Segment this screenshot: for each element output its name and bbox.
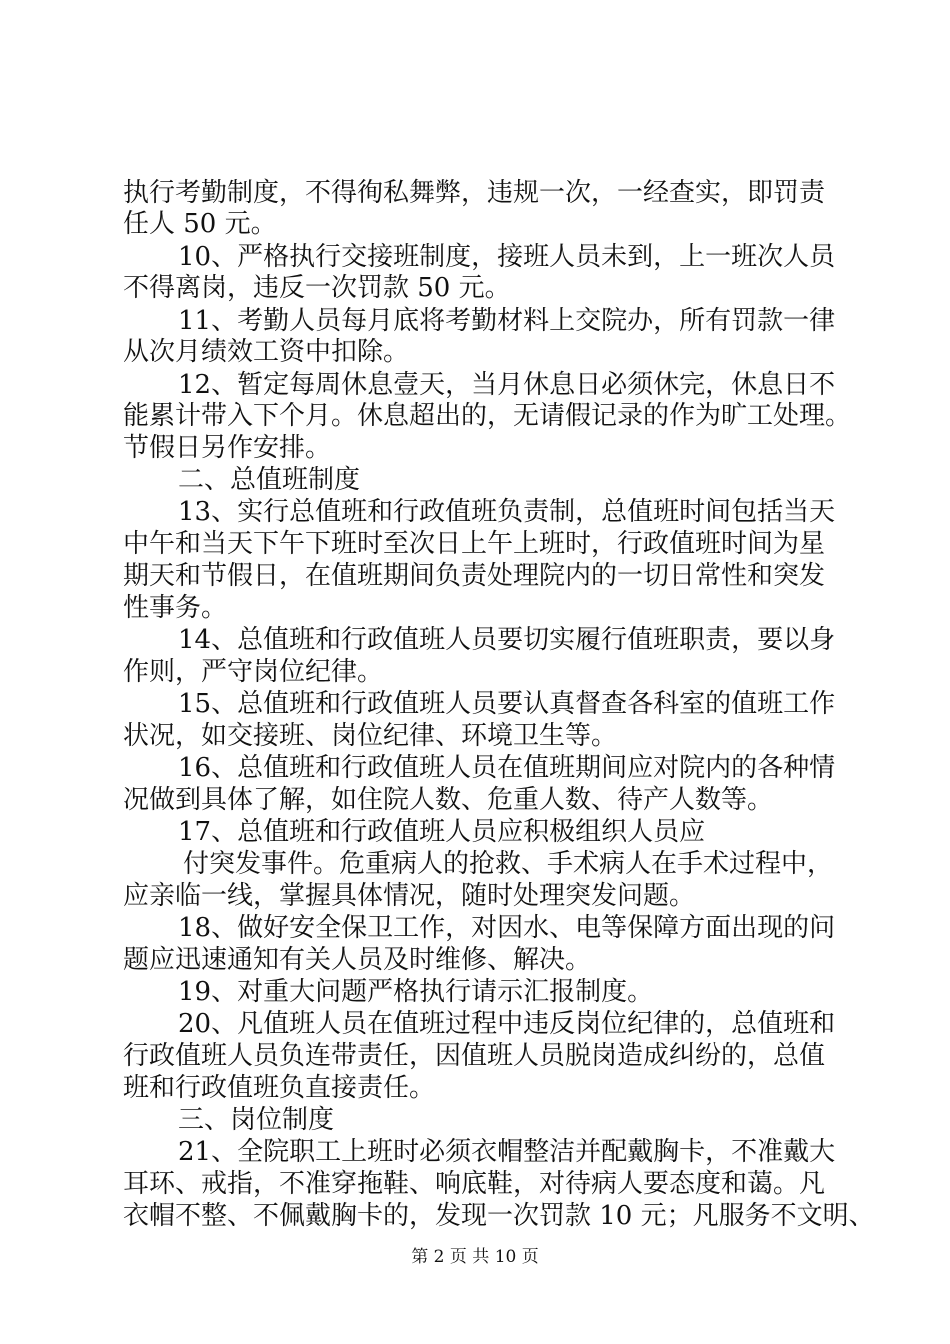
text-line: 状况，如交接班、岗位纪律、环境卫生等。 (123, 721, 618, 751)
text-line: 作则，严守岗位纪律。 (123, 657, 384, 687)
text-line: 应亲临一线，掌握具体情况，随时处理突发问题。 (123, 881, 696, 911)
text-line: 12、暂定每周休息壹天，当月休息日必须休完，休息日不 (178, 370, 836, 400)
text-line: 16、总值班和行政值班人员在值班期间应对院内的各种情 (178, 753, 836, 783)
text-line: 17、总值班和行政值班人员应积极组织人员应 (178, 817, 706, 847)
text-line: 任人 50 元。 (123, 209, 277, 239)
text-line: 题应迅速通知有关人员及时维修、解决。 (123, 945, 592, 975)
section-heading: 三、岗位制度 (178, 1105, 335, 1135)
text-line: 付突发事件。危重病人的抢救、手术病人在手术过程中， (183, 849, 834, 879)
text-line: 行政值班人员负连带责任，因值班人员脱岗造成纠纷的，总值 (123, 1041, 826, 1071)
text-line: 11、考勤人员每月底将考勤材料上交院办，所有罚款一律 (178, 306, 836, 336)
text-line: 中午和当天下午下班时至次日上午上班时，行政值班时间为星 (123, 529, 826, 559)
section-heading: 二、总值班制度 (178, 465, 361, 495)
text-line: 10、严格执行交接班制度，接班人员未到，上一班次人员 (178, 242, 836, 272)
text-line: 况做到具体了解，如住院人数、危重人数、待产人数等。 (123, 785, 774, 815)
text-line: 从次月绩效工资中扣除。 (123, 337, 410, 367)
text-line: 能累计带入下个月。休息超出的，无请假记录的作为旷工处理。 (123, 401, 852, 431)
text-line: 21、全院职工上班时必须衣帽整洁并配戴胸卡，不准戴大 (178, 1137, 836, 1167)
text-line: 耳环、戒指，不准穿拖鞋、响底鞋，对待病人要态度和蔼。凡 (123, 1169, 826, 1199)
text-line: 14、总值班和行政值班人员要切实履行值班职责，要以身 (178, 625, 836, 655)
text-line: 15、总值班和行政值班人员要认真督查各科室的值班工作 (178, 689, 836, 719)
text-line: 衣帽不整、不佩戴胸卡的，发现一次罚款 10 元；凡服务不文明、 (123, 1201, 875, 1231)
page-number-footer: 第 2 页 共 10 页 (411, 1247, 539, 1267)
text-line: 执行考勤制度，不得徇私舞弊，违规一次，一经查实，即罚责 (123, 178, 826, 208)
text-line: 20、凡值班人员在值班过程中违反岗位纪律的，总值班和 (178, 1009, 836, 1039)
text-line: 班和行政值班负直接责任。 (123, 1073, 436, 1103)
text-line: 节假日另作安排。 (123, 433, 332, 463)
text-line: 期天和节假日，在值班期间负责处理院内的一切日常性和突发 (123, 561, 826, 591)
text-line: 不得离岗，违反一次罚款 50 元。 (123, 273, 511, 303)
text-line: 19、对重大问题严格执行请示汇报制度。 (178, 977, 654, 1007)
text-line: 13、实行总值班和行政值班负责制，总值班时间包括当天 (178, 497, 836, 527)
text-line: 性事务。 (123, 593, 228, 623)
text-line: 18、做好安全保卫工作，对因水、电等保障方面出现的问 (178, 913, 836, 943)
